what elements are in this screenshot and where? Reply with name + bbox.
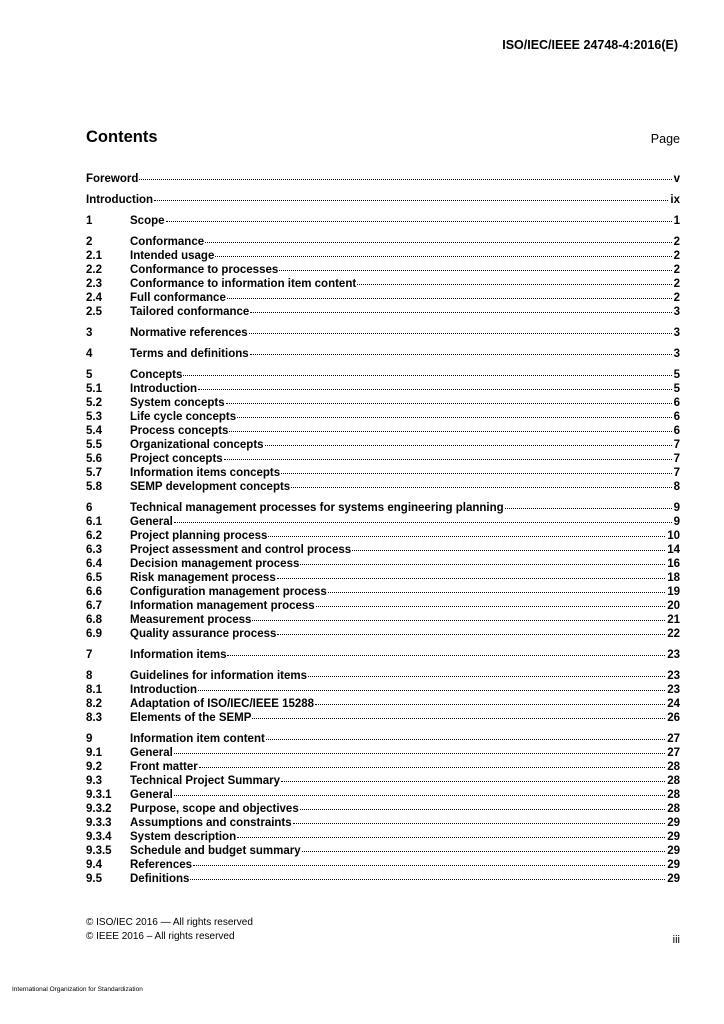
dot-leader <box>154 200 668 201</box>
toc-entry-page: 29 <box>667 859 680 871</box>
toc-entry[interactable] <box>86 235 680 249</box>
dot-leader <box>300 564 665 565</box>
toc-entry-title: Purpose, scope and objectives <box>130 803 299 815</box>
toc-entry-page: 2 <box>673 264 680 276</box>
toc-entry-title: Definitions <box>130 873 190 885</box>
toc-entry[interactable] <box>86 368 680 382</box>
toc-entry[interactable] <box>86 557 680 571</box>
dot-leader <box>250 354 672 355</box>
toc-entry[interactable] <box>86 466 680 480</box>
toc-entry[interactable] <box>86 214 680 228</box>
dot-leader <box>198 690 665 691</box>
toc-entry-number: 9.1 <box>86 747 102 759</box>
toc-entry-number: 6.4 <box>86 558 102 570</box>
toc-entry-page: 2 <box>673 292 680 304</box>
toc-entry-title: Tailored conformance <box>130 306 250 318</box>
dot-leader <box>252 620 665 621</box>
toc-entry-number: 9.3.5 <box>86 845 112 857</box>
toc-entry-number: 5 <box>86 369 93 381</box>
dot-leader <box>190 879 665 880</box>
dot-leader <box>266 739 665 740</box>
dot-leader <box>302 851 666 852</box>
toc-entry[interactable] <box>86 697 680 711</box>
dot-leader <box>166 221 672 222</box>
toc-entry-page: 18 <box>667 572 680 584</box>
toc-entry-title: SEMP development concepts <box>130 481 291 493</box>
dot-leader <box>227 655 665 656</box>
toc-entry[interactable] <box>86 613 680 627</box>
toc-entry-page: 21 <box>667 614 680 626</box>
toc-entry-number: 6.5 <box>86 572 102 584</box>
toc-entry-page: 6 <box>673 397 680 409</box>
dot-leader <box>224 459 672 460</box>
toc-entry-number: 9.3.4 <box>86 831 112 843</box>
toc-entry[interactable] <box>86 746 680 760</box>
toc-entry-title: Conformance to information item content <box>130 278 357 290</box>
toc-entry-number: 4 <box>86 348 93 360</box>
document-standard-id: ISO/IEC/IEEE 24748-4:2016(E) <box>502 38 678 52</box>
toc-entry[interactable] <box>86 305 680 319</box>
toc-entry-page: 2 <box>673 278 680 290</box>
toc-entry[interactable] <box>86 326 680 340</box>
toc-entry-page: 5 <box>673 383 680 395</box>
toc-entry-number: 8.1 <box>86 684 102 696</box>
toc-entry-page: 22 <box>667 628 680 640</box>
dot-leader <box>328 592 665 593</box>
toc-entry-number: 3 <box>86 327 93 339</box>
toc-entry[interactable] <box>86 830 680 844</box>
toc-entry-number: 2.3 <box>86 278 102 290</box>
toc-entry-title: Guidelines for information items <box>130 670 307 682</box>
toc-entry-page: ix <box>670 194 680 206</box>
toc-entry-number: 9.3 <box>86 775 102 787</box>
toc-entry-page: 2 <box>673 250 680 262</box>
toc-entry[interactable] <box>86 515 680 529</box>
dot-leader <box>237 837 665 838</box>
toc-entry-title: Technical management processes for systems engineering planning <box>130 502 504 514</box>
toc-entry-number: 8.3 <box>86 712 102 724</box>
dot-leader <box>316 606 666 607</box>
toc-entry-number: 2.1 <box>86 250 102 262</box>
toc-entry-title: Introduction <box>86 194 154 206</box>
dot-leader <box>139 179 671 180</box>
dot-leader <box>352 550 665 551</box>
toc-entry-title: Schedule and budget summary <box>130 845 301 857</box>
toc-entry[interactable] <box>86 858 680 872</box>
toc-entry[interactable] <box>86 543 680 557</box>
toc-entry[interactable] <box>86 872 680 886</box>
toc-entry-number: 6 <box>86 502 93 514</box>
toc-entry-page: 27 <box>667 747 680 759</box>
toc-entry[interactable] <box>86 438 680 452</box>
toc-entry-title: Measurement process <box>130 614 252 626</box>
dot-leader <box>174 795 665 796</box>
dot-leader <box>268 536 665 537</box>
dot-leader <box>227 298 672 299</box>
toc-entry-number: 9 <box>86 733 93 745</box>
toc-entry-title: Configuration management process <box>130 586 327 598</box>
toc-entry[interactable] <box>86 788 680 802</box>
toc-entry-title: Conformance <box>130 236 205 248</box>
toc-entry[interactable] <box>86 760 680 774</box>
toc-entry[interactable] <box>86 396 680 410</box>
toc-entry-page: 9 <box>673 502 680 514</box>
toc-entry-number: 9.3.3 <box>86 817 112 829</box>
toc-entry-page: 6 <box>673 425 680 437</box>
dot-leader <box>237 417 671 418</box>
toc-entry-title: Concepts <box>130 369 183 381</box>
dot-leader <box>183 375 671 376</box>
toc-entry[interactable] <box>86 172 680 186</box>
toc-entry-number: 9.2 <box>86 761 102 773</box>
toc-entry-page: 29 <box>667 873 680 885</box>
toc-entry[interactable] <box>86 382 680 396</box>
toc-entry-number: 5.6 <box>86 453 102 465</box>
toc-entry-number: 2.5 <box>86 306 102 318</box>
organization-name: International Organization for Standardization <box>12 986 143 993</box>
toc-entry[interactable] <box>86 627 680 641</box>
page-title: Contents <box>86 128 158 146</box>
toc-entry[interactable] <box>86 410 680 424</box>
dot-leader <box>308 676 665 677</box>
dot-leader <box>281 473 671 474</box>
toc-entry-number: 1 <box>86 215 93 227</box>
toc-entry-page: 7 <box>673 453 680 465</box>
dot-leader <box>198 389 672 390</box>
toc-entry-page: 7 <box>673 439 680 451</box>
toc-entry[interactable] <box>86 732 680 746</box>
toc-entry-page: 23 <box>667 684 680 696</box>
toc-entry-title: Quality assurance process <box>130 628 277 640</box>
toc-entry[interactable] <box>86 249 680 263</box>
toc-entry-title: Scope <box>130 215 165 227</box>
dot-leader <box>199 767 665 768</box>
dot-leader <box>277 578 665 579</box>
toc-entry-page: v <box>673 173 680 185</box>
toc-entry-page: 3 <box>673 327 680 339</box>
toc-entry-number: 6.3 <box>86 544 102 556</box>
toc-entry[interactable] <box>86 571 680 585</box>
dot-leader <box>357 284 671 285</box>
toc-entry-number: 8.2 <box>86 698 102 710</box>
toc-entry-title: Information item content <box>130 733 265 745</box>
toc-entry-number: 5.7 <box>86 467 102 479</box>
toc-entry-title: References <box>130 859 193 871</box>
toc-entry-page: 10 <box>667 530 680 542</box>
toc-entry-page: 29 <box>667 831 680 843</box>
toc-entry-title: General <box>130 747 173 759</box>
page-number: iii <box>672 934 680 946</box>
toc-entry-page: 19 <box>667 586 680 598</box>
toc-entry-number: 2 <box>86 236 93 248</box>
toc-entry-page: 8 <box>673 481 680 493</box>
toc-entry-page: 29 <box>667 817 680 829</box>
toc-entry[interactable] <box>86 347 680 361</box>
toc-entry-page: 23 <box>667 649 680 661</box>
toc-entry-number: 5.8 <box>86 481 102 493</box>
toc-entry-title: Organizational concepts <box>130 439 264 451</box>
toc-entry[interactable] <box>86 277 680 291</box>
toc-entry-title: Intended usage <box>130 250 215 262</box>
toc-entry-title: Adaptation of ISO/IEC/IEEE 15288 <box>130 698 315 710</box>
toc-entry-page: 3 <box>673 306 680 318</box>
toc-entry[interactable] <box>86 585 680 599</box>
toc-entry[interactable] <box>86 424 680 438</box>
dot-leader <box>174 753 665 754</box>
toc-entry-number: 6.6 <box>86 586 102 598</box>
toc-entry-title: Process concepts <box>130 425 229 437</box>
dot-leader <box>265 445 672 446</box>
toc-entry-title: Full conformance <box>130 292 226 304</box>
toc-entry-page: 20 <box>667 600 680 612</box>
dot-leader <box>281 781 665 782</box>
toc-entry[interactable] <box>86 193 680 207</box>
dot-leader <box>193 865 665 866</box>
toc-entry-title: Introduction <box>130 383 198 395</box>
dot-leader <box>315 704 665 705</box>
dot-leader <box>277 634 665 635</box>
toc-entry[interactable] <box>86 816 680 830</box>
toc-entry-number: 9.4 <box>86 859 102 871</box>
copyright-ieee: © IEEE 2016 – All rights reserved <box>86 931 235 942</box>
toc-entry-page: 29 <box>667 845 680 857</box>
toc-entry-title: Information management process <box>130 600 315 612</box>
toc-entry-title: Life cycle concepts <box>130 411 237 423</box>
toc-entry[interactable] <box>86 452 680 466</box>
toc-entry-page: 28 <box>667 803 680 815</box>
toc-entry-page: 3 <box>673 348 680 360</box>
toc-entry-page: 28 <box>667 789 680 801</box>
toc-entry-number: 9.3.1 <box>86 789 112 801</box>
toc-entry[interactable] <box>86 291 680 305</box>
copyright-iso: © ISO/IEC 2016 — All rights reserved <box>86 917 253 928</box>
toc-entry-number: 5.2 <box>86 397 102 409</box>
toc-entry-title: Project assessment and control process <box>130 544 352 556</box>
dot-leader <box>300 809 665 810</box>
toc-entry[interactable] <box>86 774 680 788</box>
toc-entry-title: Risk management process <box>130 572 276 584</box>
dot-leader <box>215 256 671 257</box>
dot-leader <box>505 508 672 509</box>
toc-entry-title: General <box>130 789 173 801</box>
toc-entry-number: 6.2 <box>86 530 102 542</box>
page-column-label: Page <box>650 132 680 146</box>
toc-entry-number: 8 <box>86 670 93 682</box>
toc-entry-number: 6.1 <box>86 516 102 528</box>
toc-entry[interactable] <box>86 501 680 515</box>
dot-leader <box>249 333 672 334</box>
toc-entry-title: Information items concepts <box>130 467 281 479</box>
dot-leader <box>174 522 672 523</box>
toc-entry-page: 9 <box>673 516 680 528</box>
toc-entry-number: 6.8 <box>86 614 102 626</box>
dot-leader <box>252 718 665 719</box>
toc-entry[interactable] <box>86 683 680 697</box>
toc-entry-page: 26 <box>667 712 680 724</box>
toc-entry-page: 7 <box>673 467 680 479</box>
toc-entry-number: 5.3 <box>86 411 102 423</box>
toc-entry-title: Assumptions and constraints <box>130 817 292 829</box>
toc-entry-number: 6.7 <box>86 600 102 612</box>
toc-entry-title: System concepts <box>130 397 225 409</box>
toc-entry-title: Foreword <box>86 173 139 185</box>
dot-leader <box>279 270 671 271</box>
toc-entry-number: 9.5 <box>86 873 102 885</box>
toc-entry[interactable] <box>86 529 680 543</box>
toc-entry-page: 16 <box>667 558 680 570</box>
toc-entry-number: 7 <box>86 649 93 661</box>
toc-entry-title: Information items <box>130 649 227 661</box>
toc-entry-number: 5.1 <box>86 383 102 395</box>
toc-entry-page: 24 <box>667 698 680 710</box>
toc-entry-page: 28 <box>667 761 680 773</box>
toc-entry[interactable] <box>86 480 680 494</box>
dot-leader <box>226 403 672 404</box>
toc-entry-page: 1 <box>673 215 680 227</box>
dot-leader <box>291 487 671 488</box>
toc-entry-title: System description <box>130 831 237 843</box>
toc-entry[interactable] <box>86 669 680 683</box>
dot-leader <box>250 312 671 313</box>
toc-entry[interactable] <box>86 711 680 725</box>
toc-entry-title: Decision management process <box>130 558 300 570</box>
toc-entry-title: General <box>130 516 173 528</box>
table-of-contents <box>86 172 680 886</box>
toc-entry-title: Normative references <box>130 327 248 339</box>
toc-entry-page: 23 <box>667 670 680 682</box>
toc-entry-number: 6.9 <box>86 628 102 640</box>
toc-entry[interactable] <box>86 648 680 662</box>
toc-entry-number: 2.2 <box>86 264 102 276</box>
toc-entry-page: 2 <box>673 236 680 248</box>
toc-entry-title: Technical Project Summary <box>130 775 280 787</box>
toc-entry-number: 5.4 <box>86 425 102 437</box>
toc-entry-page: 6 <box>673 411 680 423</box>
toc-entry-page: 27 <box>667 733 680 745</box>
toc-entry[interactable] <box>86 844 680 858</box>
toc-entry-page: 28 <box>667 775 680 787</box>
dot-leader <box>293 823 666 824</box>
toc-entry-title: Project concepts <box>130 453 223 465</box>
toc-entry-number: 9.3.2 <box>86 803 112 815</box>
toc-entry-page: 14 <box>667 544 680 556</box>
toc-entry-title: Front matter <box>130 761 198 773</box>
toc-entry-page: 5 <box>673 369 680 381</box>
toc-entry-title: Terms and definitions <box>130 348 249 360</box>
toc-entry-title: Project planning process <box>130 530 268 542</box>
toc-entry[interactable] <box>86 263 680 277</box>
toc-entry-title: Conformance to processes <box>130 264 279 276</box>
toc-entry-number: 2.4 <box>86 292 102 304</box>
toc-entry[interactable] <box>86 599 680 613</box>
dot-leader <box>205 242 671 243</box>
toc-entry-title: Introduction <box>130 684 198 696</box>
toc-entry[interactable] <box>86 802 680 816</box>
toc-entry-number: 5.5 <box>86 439 102 451</box>
toc-entry-title: Elements of the SEMP <box>130 712 252 724</box>
dot-leader <box>229 431 671 432</box>
